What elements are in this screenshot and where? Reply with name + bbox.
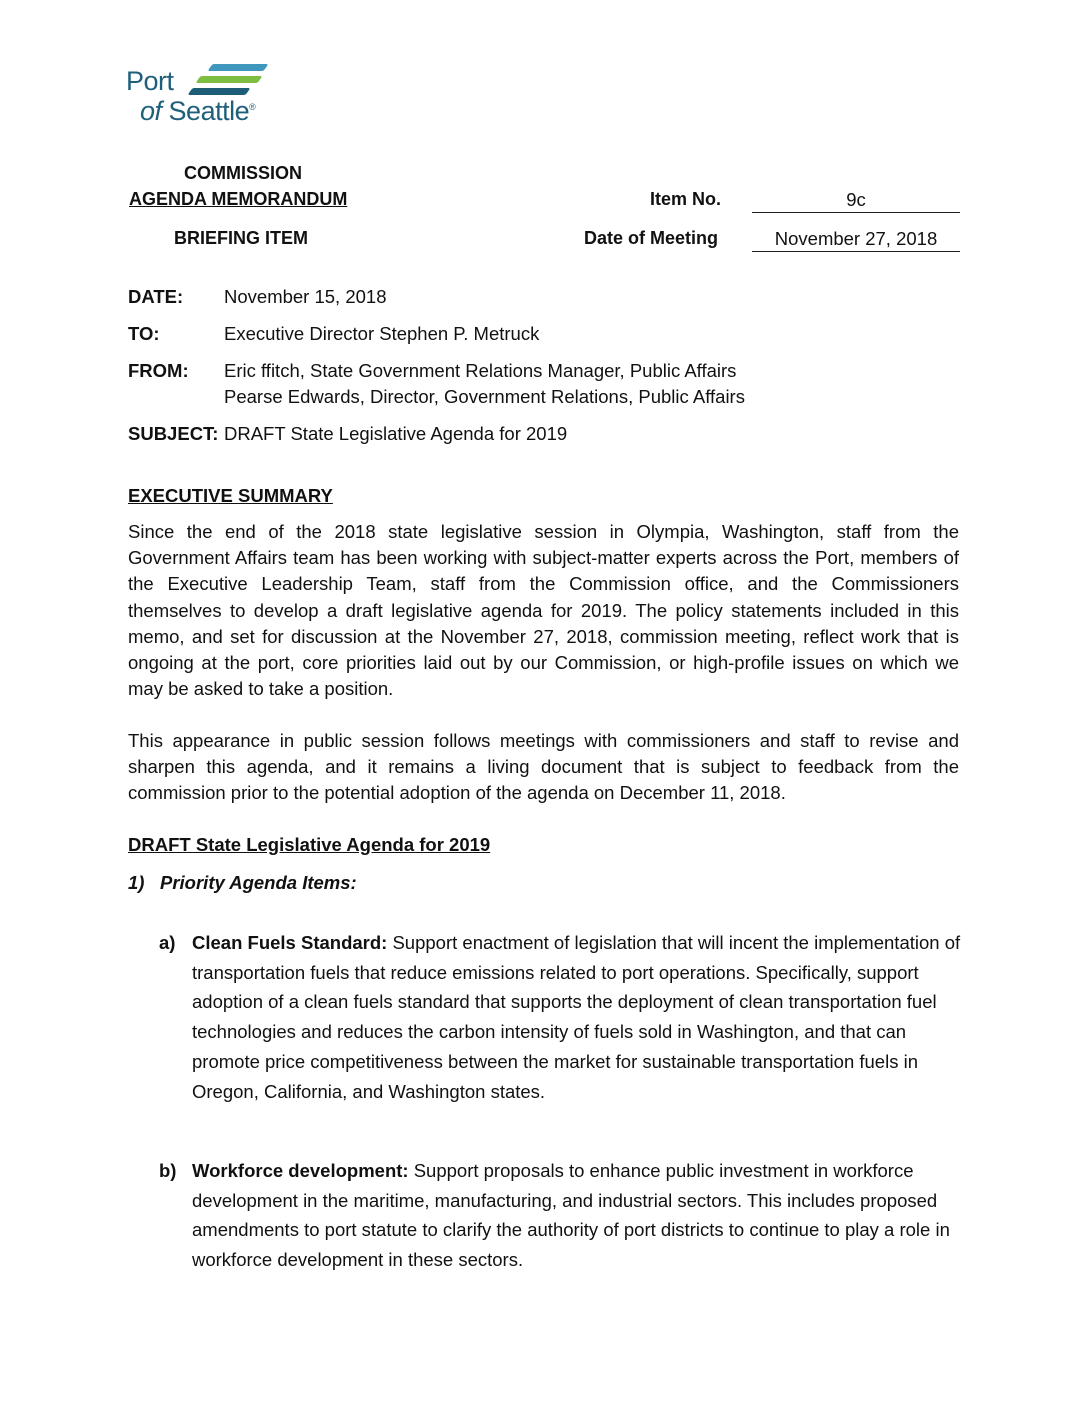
to-label: TO:	[128, 323, 160, 344]
item-body	[192, 1156, 962, 1275]
logo-text-of: of	[140, 96, 162, 126]
subject-value: DRAFT State Legislative Agenda for 2019	[224, 423, 568, 444]
item-title: Clean Fuels Standard:	[192, 932, 388, 953]
executive-summary-heading: EXECUTIVE SUMMARY	[128, 485, 333, 506]
logo-stripe-top	[208, 64, 269, 71]
date-value: November 15, 2018	[224, 286, 387, 307]
logo-text-seattle-word: Seattle	[168, 96, 250, 126]
executive-summary-paragraph-2: This appearance in public session follows meetings with commissioners and staff to revise and sharpen this agenda, and it remains a living document that is subject to feedback from the commission prior to the potential adoption of the agenda on December 11, 2018.	[128, 730, 959, 804]
item-no-label: Item No.	[650, 189, 722, 209]
item-body	[192, 928, 962, 1106]
header-briefing-item: BRIEFING ITEM	[174, 228, 308, 248]
from-label: FROM:	[128, 360, 189, 381]
date-of-meeting-label: Date of Meeting	[584, 228, 719, 248]
logo-text-port: Port	[126, 66, 174, 96]
date-label: DATE:	[128, 286, 184, 307]
port-of-seattle-logo	[126, 62, 271, 128]
agenda-heading: DRAFT State Legislative Agenda for 2019	[128, 834, 491, 855]
item-marker: b)	[159, 1160, 177, 1181]
agenda-item-workforce	[159, 1156, 959, 1276]
from-value-1: Eric ffitch, State Government Relations Manager, Public Affairs	[224, 360, 737, 381]
header-commission: COMMISSION	[184, 163, 303, 183]
registered-mark: ®	[249, 102, 256, 112]
section-1-title: Priority Agenda Items:	[160, 872, 357, 893]
date-of-meeting-value: November 27, 2018	[752, 228, 960, 252]
item-text: Support proposals to enhance public investment in workforce development in the maritime, manufacturing, and industrial sectors. This includes proposed amendments to port statute to clarify the authority of port districts to continue to play a role in workforce development in these sectors.	[192, 1160, 950, 1271]
logo-stripe-middle	[196, 76, 263, 83]
item-marker: a)	[159, 932, 176, 953]
item-text: Support enactment of legislation that will incent the implementation of transportation fuels that reduce emissions related to port operations. Specifically, support adoption of a clean fuels standard that supports the deployment of clean transportation fuel technologies and reduces the carbon intensity of fuels sold in Washington, and that can promote price competitiveness between the market for sustainable transportation fuels in Oregon, California, and Washington states.	[192, 932, 961, 1102]
agenda-item-clean-fuels	[159, 928, 959, 1138]
item-no-value: 9c	[752, 189, 960, 213]
logo-stripe-bottom	[188, 88, 251, 95]
header-agenda-memorandum: AGENDA MEMORANDUM	[129, 189, 348, 209]
section-1-marker: 1)	[128, 872, 145, 893]
item-title: Workforce development:	[192, 1160, 409, 1181]
subject-label: SUBJECT:	[128, 423, 219, 444]
from-value-2: Pearse Edwards, Director, Government Relations, Public Affairs	[224, 386, 745, 407]
logo-text-seattle	[140, 96, 255, 127]
executive-summary-paragraph-1: Since the end of the 2018 state legislative session in Olympia, Washington, staff from the Government Affairs team has been working with subject-matter experts across the Port, members of the Executive Leadership Team, staff from the Commission office, and the Commissioners themselves to develop a draft legislative agenda for 2019. The policy statements included in this memo, and set for discussion at the November 27, 2018, commission meeting, reflect work that is ongoing at the port, core priorities laid out by our Commission, or high-profile issues on which we may be asked to take a position.	[128, 521, 959, 700]
to-value: Executive Director Stephen P. Metruck	[224, 323, 540, 344]
